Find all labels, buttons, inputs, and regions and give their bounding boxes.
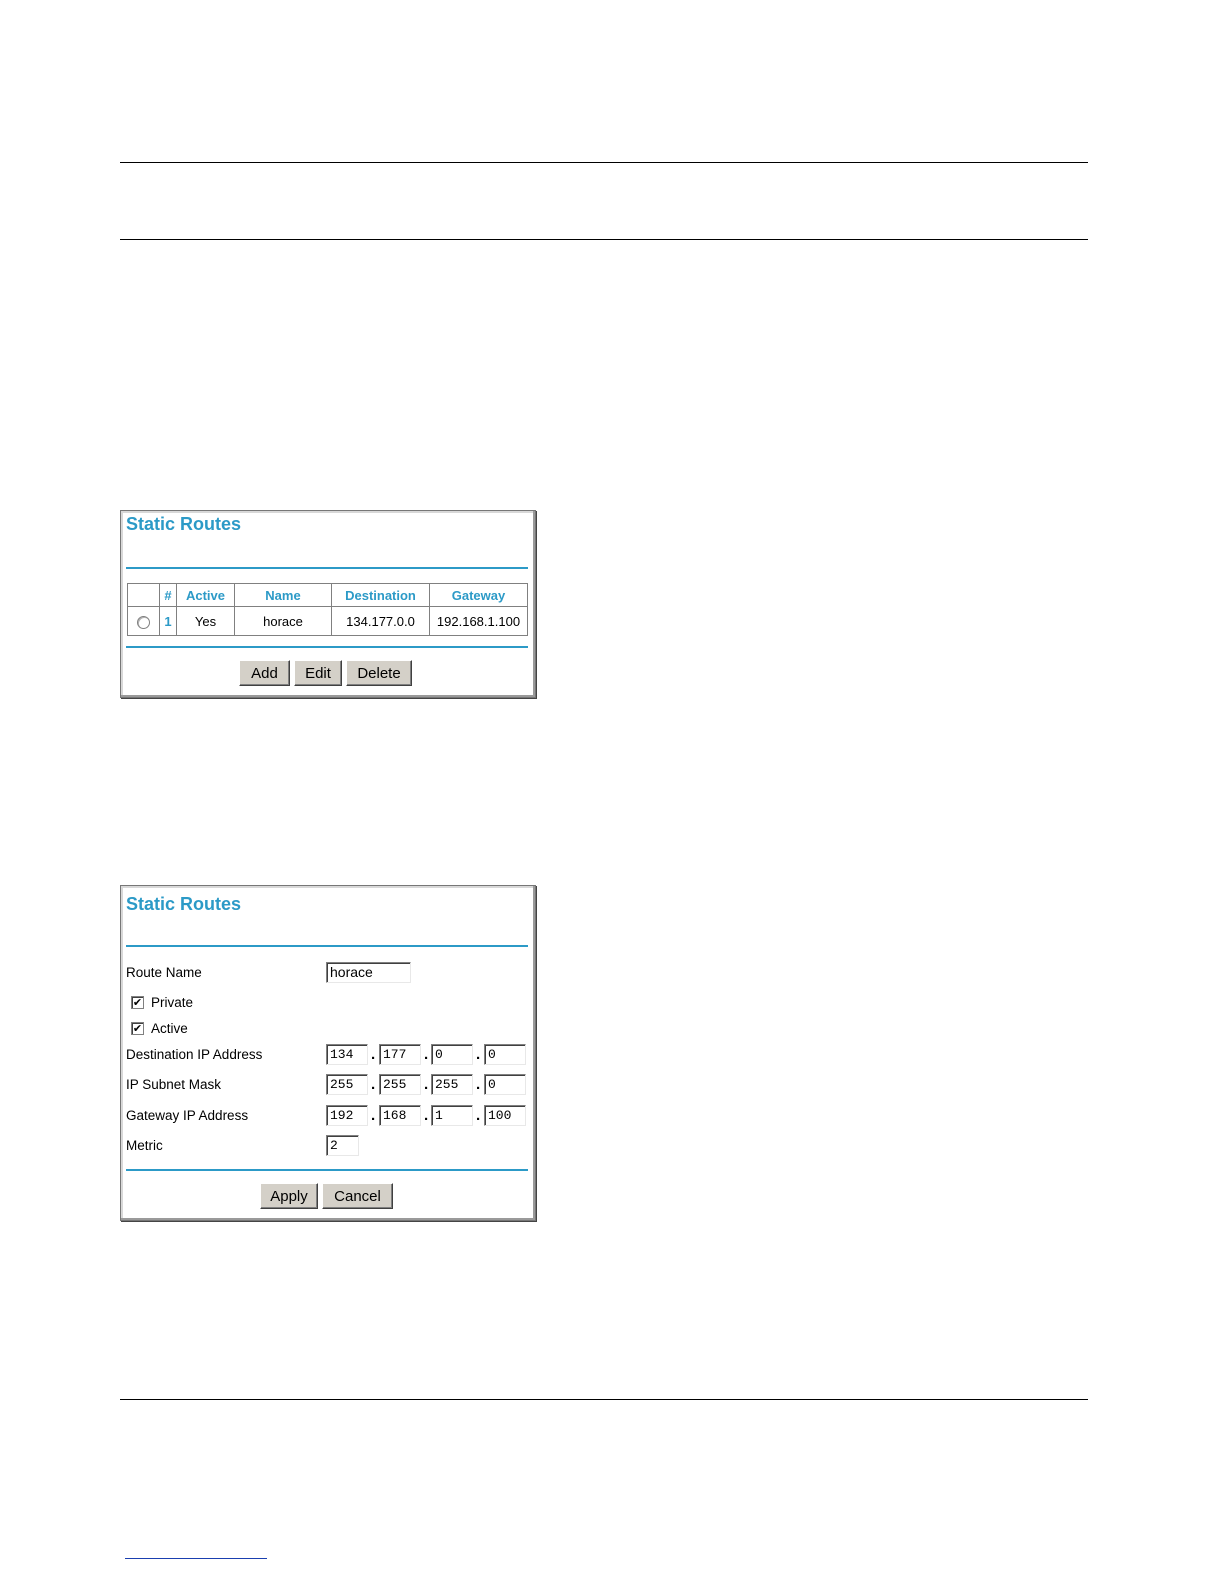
subnet-mask-octet-2[interactable]: 255 <box>379 1074 421 1095</box>
panel-title: Static Routes <box>126 894 242 914</box>
table-divider <box>126 646 528 648</box>
col-name-header: Name <box>235 584 332 607</box>
header-rule-top <box>120 162 1088 163</box>
header-rule-bottom <box>120 239 1088 240</box>
private-label: Private <box>151 995 194 1010</box>
active-label: Active <box>151 1021 188 1036</box>
destination-ip-octet-3[interactable]: 0 <box>431 1044 473 1065</box>
table-row <box>128 607 528 636</box>
row-name: horace <box>235 607 332 636</box>
row-gateway: 192.168.1.100 <box>430 607 528 636</box>
title-divider <box>126 567 528 569</box>
private-checkbox[interactable]: ✔ <box>132 996 143 1009</box>
footer-rule <box>120 1399 1088 1400</box>
col-number-header: # <box>160 584 177 607</box>
subnet-mask-octet-4[interactable]: 0 <box>484 1074 526 1095</box>
col-destination-header: Destination <box>332 584 430 607</box>
row-number: 1 <box>160 607 177 636</box>
octet-separator: . <box>371 1046 376 1063</box>
row-active: Yes <box>177 607 235 636</box>
metric-input[interactable]: 2 <box>326 1135 359 1156</box>
octet-separator: . <box>371 1076 376 1093</box>
route-name-label: Route Name <box>126 965 202 980</box>
row-select-radio[interactable] <box>137 616 150 629</box>
subnet-mask-label: IP Subnet Mask <box>126 1077 222 1092</box>
octet-separator: . <box>424 1046 429 1063</box>
row-destination: 134.177.0.0 <box>332 607 430 636</box>
form-divider <box>126 1169 528 1171</box>
octet-separator: . <box>424 1107 429 1124</box>
cancel-button[interactable]: Cancel <box>322 1183 393 1209</box>
destination-ip-octet-1[interactable]: 134 <box>326 1044 368 1065</box>
col-select-header <box>128 584 160 607</box>
col-gateway-header: Gateway <box>430 584 528 607</box>
subnet-mask-octet-1[interactable]: 255 <box>326 1074 368 1095</box>
add-button[interactable]: Add <box>239 660 290 686</box>
title-divider <box>126 945 528 947</box>
destination-ip-octet-2[interactable]: 177 <box>379 1044 421 1065</box>
col-active-header: Active <box>177 584 235 607</box>
gateway-ip-octet-1[interactable]: 192 <box>326 1105 368 1126</box>
metric-label: Metric <box>126 1138 163 1153</box>
subnet-mask-octet-3[interactable]: 255 <box>431 1074 473 1095</box>
octet-separator: . <box>476 1076 481 1093</box>
octet-separator: . <box>476 1046 481 1063</box>
octet-separator: . <box>424 1076 429 1093</box>
octet-separator: . <box>371 1107 376 1124</box>
panel-title: Static Routes <box>126 514 242 534</box>
gateway-ip-octet-3[interactable]: 1 <box>431 1105 473 1126</box>
delete-button[interactable]: Delete <box>346 660 412 686</box>
footer-link-underline <box>125 1558 267 1559</box>
octet-separator: . <box>476 1107 481 1124</box>
routes-table <box>127 583 528 636</box>
active-checkbox[interactable]: ✔ <box>132 1022 143 1035</box>
static-routes-list-panel <box>120 510 536 698</box>
apply-button[interactable]: Apply <box>260 1183 318 1209</box>
table-header-row <box>128 584 528 607</box>
gateway-ip-label: Gateway IP Address <box>126 1108 249 1123</box>
edit-button[interactable]: Edit <box>294 660 342 686</box>
route-name-input[interactable]: horace <box>326 962 411 983</box>
gateway-ip-octet-4[interactable]: 100 <box>484 1105 526 1126</box>
destination-ip-label: Destination IP Address <box>126 1047 263 1062</box>
gateway-ip-octet-2[interactable]: 168 <box>379 1105 421 1126</box>
static-routes-edit-panel <box>120 885 536 1221</box>
row-select-cell <box>128 607 160 636</box>
destination-ip-octet-4[interactable]: 0 <box>484 1044 526 1065</box>
